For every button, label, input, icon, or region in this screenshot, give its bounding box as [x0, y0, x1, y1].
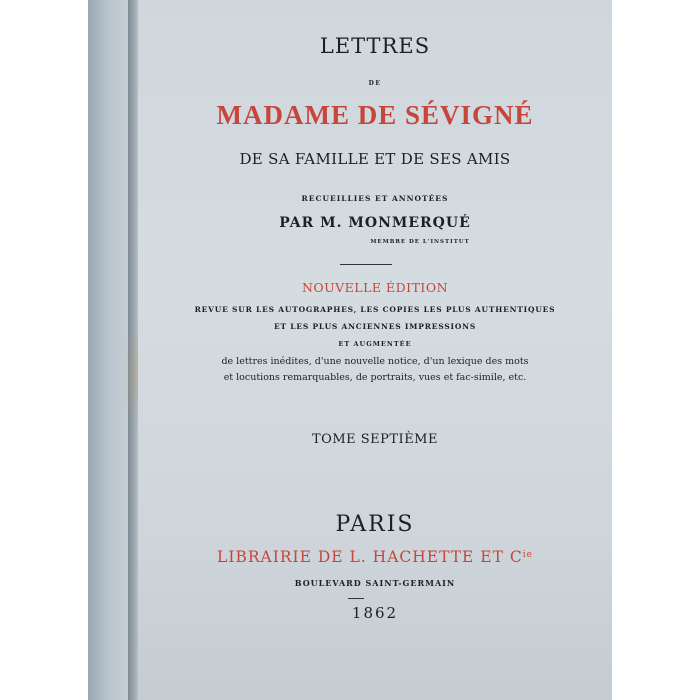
volume-label: TOME SEPTIÈME	[311, 432, 438, 447]
title-lettres: LETTRES	[319, 34, 431, 58]
editor-membership: MEMBRE DE L'INSTITUT	[370, 239, 470, 245]
publisher-text: LIBRAIRIE DE L. HACHETTE ET C	[217, 548, 523, 566]
title-page	[138, 0, 612, 700]
publisher-superscript: ie	[522, 550, 533, 560]
edition-label: NOUVELLE ÉDITION	[301, 280, 449, 295]
author-name: MADAME DE SÉVIGNÉ	[216, 100, 534, 130]
year-rule	[348, 598, 364, 599]
title-de: DE	[368, 80, 382, 87]
publisher-address: BOULEVARD SAINT-GERMAIN	[294, 578, 456, 588]
revision-note-1: REVUE SUR LES AUTOGRAPHES, LES COPIES LES PLUS AUTHENTIQUES	[194, 305, 556, 314]
contents-line-2: et locutions remarquables, de portraits, vues et fac-simile, etc.	[223, 372, 527, 383]
revision-note-2: ET LES PLUS ANCIENNES IMPRESSIONS	[273, 322, 477, 331]
publisher-name	[138, 548, 612, 566]
city-name: PARIS	[335, 512, 415, 537]
collected-note: RECUEILLIES ET ANNOTÉES	[301, 194, 449, 203]
publication-year: 1862	[351, 604, 399, 622]
subtitle-family: DE SA FAMILLE ET DE SES AMIS	[239, 150, 511, 168]
revision-note-3: ET AUGMENTÉE	[338, 340, 412, 348]
contents-line-1: de lettres inédites, d'une nouvelle notice, d'un lexique des mots	[221, 356, 529, 367]
editor-name: PAR M. MONMERQUÉ	[279, 215, 471, 231]
divider-rule	[340, 264, 392, 265]
